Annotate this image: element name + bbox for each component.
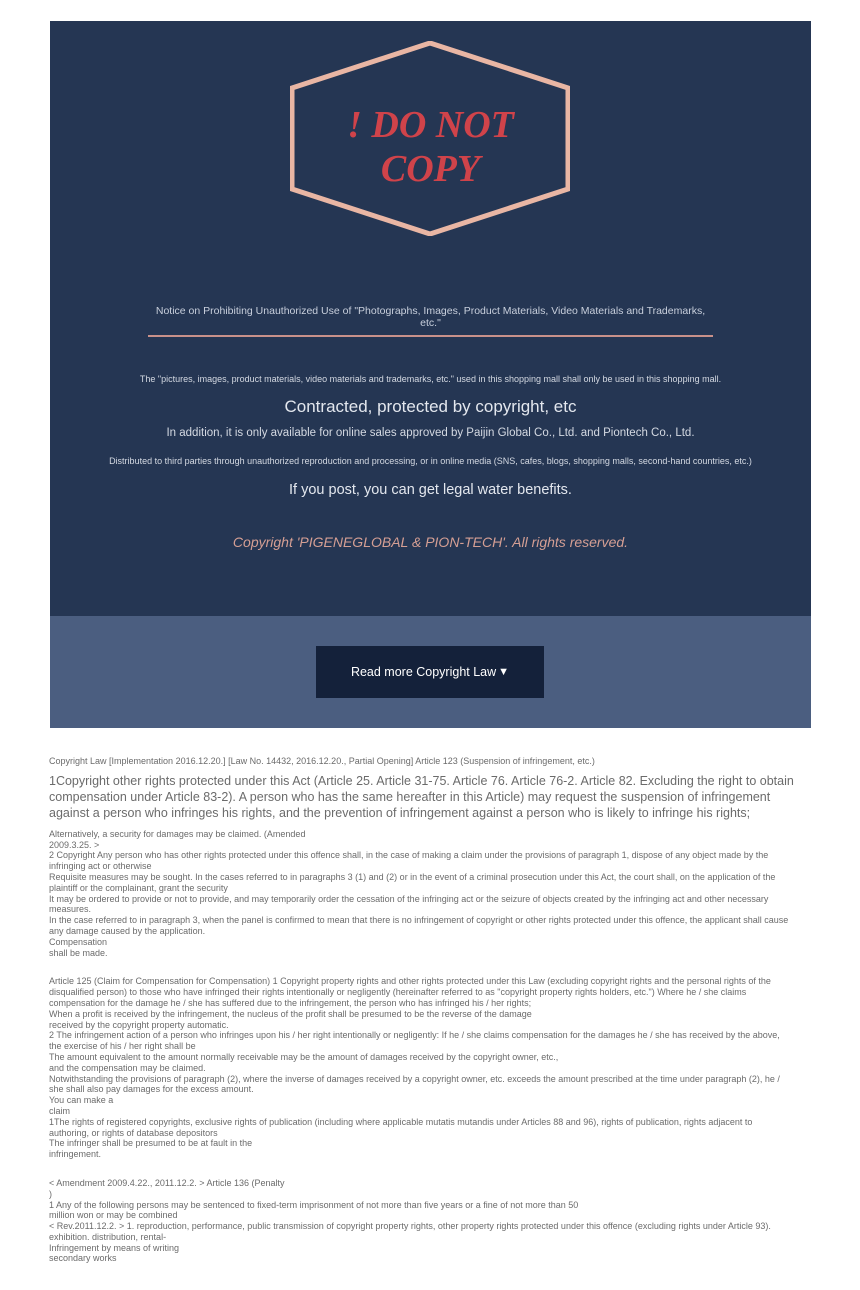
law-text-line: The amount equivalent to the amount normally receivable may be the amount of damages received by the copyright owner, etc., bbox=[49, 1051, 559, 1062]
law-text-line: The infringer shall be presumed to be at fault in the bbox=[49, 1138, 253, 1149]
copyright-law-text bbox=[49, 756, 794, 1264]
law-header: Copyright Law [Implementation 2016.12.20.] [Law No. 14432, 2016.12.20., Partial Opening] Article 123 (Suspension of infringement, etc.) bbox=[49, 756, 595, 766]
read-more-band bbox=[50, 616, 811, 728]
copyright-notice-banner bbox=[50, 21, 811, 616]
law-text-line: 1The rights of registered copyrights, exclusive rights of publication (including where applicable mutatis mutandis under Articles 88 and 96), rights of publication, rights adjacent to authoring, or rights of database depositors bbox=[49, 1116, 753, 1138]
law-article-123-para-1: 1Copyright other rights protected under this Act (Article 25. Article 31-75. Article 76. Article 76-2. Article 82. Excluding the right to obtain compensation under Article 83-2). A person who has the same hereafter in this Article) may request the suspension of infringement against a person who infringes his rights, and the prevention of infringement against a person who is likely to infringe his rights; bbox=[49, 773, 794, 820]
law-text-line: It may be ordered to provide or not to provide, and may temporarily order the cessation of the infringing act or the seizure of objects created by the infringing act and other necessary measures. bbox=[49, 893, 769, 915]
law-text-line: secondary works bbox=[49, 1253, 117, 1264]
law-text-line: Compensation bbox=[49, 936, 108, 947]
copyright-line: Copyright 'PIGENEGLOBAL & PION-TECH'. All rights reserved. bbox=[232, 534, 629, 550]
read-more-copyright-law-button[interactable] bbox=[316, 646, 544, 698]
law-text-line: Alternatively, a security for damages may be claimed. (Amended bbox=[49, 828, 306, 839]
notice-line-approved-sales: In addition, it is only available for online sales approved by Paijin Global Co., Ltd. and Piontech Co., Ltd. bbox=[166, 427, 695, 439]
notice-title: Notice on Prohibiting Unauthorized Use of "Photographs, Images, Product Materials, Video Materials and Trademarks, etc." bbox=[148, 305, 713, 337]
law-text-line: Requisite measures may be sought. In the cases referred to in paragraphs 3 (1) and (2) or in the event of a criminal prosecution under this Act, the court shall, on the application of the plaintiff or the complainant, grant the security bbox=[49, 871, 776, 893]
law-text-line: shall be made. bbox=[49, 947, 108, 958]
law-text-line: claim bbox=[49, 1105, 71, 1116]
law-text-line: You can make a bbox=[49, 1095, 114, 1106]
triangle-down-icon: ▼ bbox=[498, 666, 510, 678]
law-text-line: Infringement by means of writing bbox=[49, 1242, 180, 1253]
law-text-line: 2 The infringement action of a person who infringes upon his / her right intentionally or negligently: If he / she claims compensation for the damages he / she has received by the above, the exercise of his / her right shall be bbox=[49, 1030, 780, 1052]
stamp-line-2: COPY bbox=[380, 148, 481, 190]
law-text-line: 2 Copyright Any person who has other rights protected under this offence shall, in the case of making a claim under the provisions of paragraph 1, dispose of any object made by the infringing act or otherwise bbox=[49, 850, 769, 872]
law-text-line: Notwithstanding the provisions of paragraph (2), where the inverse of damages received by a copyright owner, etc. exceeds the amount prescribed at the time under paragraph (2), he / she shall also pay damages for the excess amount. bbox=[49, 1073, 780, 1095]
read-more-label: Read more Copyright Law bbox=[350, 665, 497, 679]
notice-line-distribution: Distributed to third parties through unauthorized reproduction and processing, or in online media (SNS, cafes, blogs, shopping malls, second-hand countries, etc.) bbox=[109, 456, 752, 466]
law-text-line: In the case referred to in paragraph 3, when the panel is confirmed to mean that there is no infringement of copyright or other rights protected under this offence, the applicant shall cause any damage caused by the application. bbox=[49, 915, 789, 936]
law-text-line: < Amendment 2009.4.22., 2011.12.2. > Article 136 (Penalty bbox=[49, 1177, 285, 1188]
law-text-line: and the compensation may be claimed. bbox=[49, 1062, 206, 1073]
notice-line-legal: If you post, you can get legal water benefits. bbox=[289, 482, 572, 498]
law-text-line: 2009.3.25. > bbox=[49, 839, 100, 850]
notice-line-protected: Contracted, protected by copyright, etc bbox=[284, 397, 577, 416]
law-text-line: ) bbox=[49, 1188, 52, 1199]
law-text-line: 1 Any of the following persons may be sentenced to fixed-term imprisonment of not more than five years or a fine of not more than 50 bbox=[49, 1199, 579, 1210]
law-text-line: When a profit is received by the infringement, the nucleus of the profit shall be presumed to be the reverse of the damage bbox=[49, 1008, 532, 1019]
stamp-line-1: ! DO NOT bbox=[347, 104, 514, 146]
law-text-line: < Rev.2011.12.2. > 1. reproduction, performance, public transmission of copyright property rights, other property rights protected under this offence (excluding rights under Article 93). exhibition. distribution, rental- bbox=[49, 1221, 771, 1242]
law-text-line: million won or may be combined bbox=[49, 1210, 178, 1221]
law-text-line: Article 125 (Claim for Compensation for Compensation) 1 Copyright property rights and other rights protected under this Law (excluding copyright rights and the personal rights of the disqualified person) to those who have infringed their rights intentionally or negligently (hereinafter referred to as "copyright property rights holders, etc.") Where he / she claims compensation for the damage he / she has suffered due to the infringement, the person who has infringed his / her rights; bbox=[49, 976, 771, 1008]
notice-line-usage: The "pictures, images, product materials, video materials and trademarks, etc." used in this shopping mall shall only be used in this shopping mall. bbox=[139, 374, 722, 384]
law-text-line: infringement. bbox=[49, 1149, 102, 1160]
law-text-line: received by the copyright property automatic. bbox=[49, 1019, 229, 1030]
